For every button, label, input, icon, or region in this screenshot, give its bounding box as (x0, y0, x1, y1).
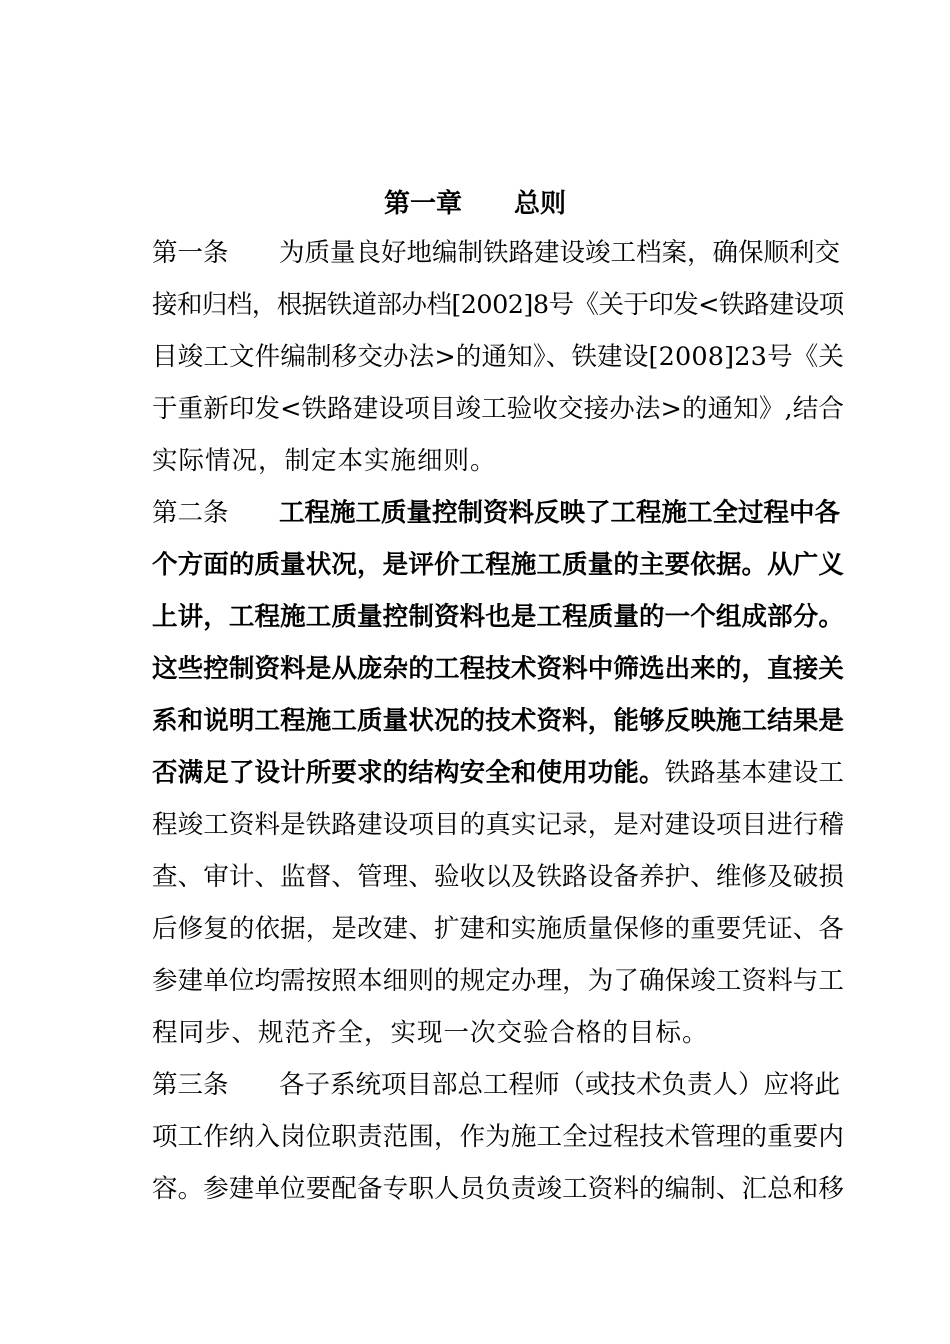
article-1-line-2: 接和归档，根据铁道部办档[2002]8号《关于印发<铁路建设项 (152, 290, 844, 320)
article-2-line-11: 程同步、规范齐全，实现一次交验合格的目标。 (152, 1018, 709, 1048)
article-2-bold-end: 否满足了设计所要求的结构安全和使用功能。 (152, 758, 665, 788)
chapter-title: 第一章 总则 (383, 189, 566, 219)
article-1-line-3: 目竣工文件编制移交办法>的通知》、铁建设[2008]23号《关 (152, 342, 845, 372)
article-2-line-6 (152, 747, 844, 799)
article-2-line-10: 参建单位均需按照本细则的规定办理，为了确保竣工资料与工 (152, 966, 845, 996)
article-2-label: 第二条 (152, 498, 229, 528)
article-1-line-4: 于重新印发<铁路建设项目竣工验收交接办法>的通知》,结合 (152, 394, 845, 424)
article-1-label: 第一条 (152, 238, 229, 268)
article-2-line-4: 这些控制资料是从庞杂的工程技术资料中筛选出来的，直接关 (152, 654, 845, 684)
article-1-line-5: 实际情况，制定本实施细则。 (152, 446, 497, 476)
article-2-line-2: 个方面的质量状况，是评价工程施工质量的主要依据。从广义 (152, 550, 845, 580)
article-2-line-7: 程竣工资料是铁路建设项目的真实记录，是对建设项目进行稽 (152, 810, 845, 840)
article-2-normal-start: 铁路基本建设工 (664, 758, 845, 788)
article-1-text: 为质量良好地编制铁路建设竣工档案，确保顺利交 (279, 238, 841, 268)
article-2-text: 工程施工质量控制资料反映了工程施工全过程中各 (279, 498, 841, 528)
article-2-line-1 (152, 487, 844, 539)
article-3-line-2: 项工作纳入岗位职责范围，作为施工全过程技术管理的重要内 (152, 1122, 845, 1152)
article-2-line-3: 上讲，工程施工质量控制资料也是工程质量的一个组成部分。 (152, 602, 845, 632)
article-2-line-5: 系和说明工程施工质量状况的技术资料，能够反映施工结果是 (152, 706, 845, 736)
article-3-line-3: 容。参建单位要配备专职人员负责竣工资料的编制、汇总和移 (152, 1174, 845, 1204)
article-2-line-9: 后修复的依据，是改建、扩建和实施质量保修的重要凭证、各 (152, 914, 845, 944)
article-3-text: 各子系统项目部总工程师（或技术负责人）应将此 (279, 1070, 841, 1100)
article-2-line-8: 查、审计、监督、管理、验收以及铁路设备养护、维修及破损 (152, 862, 845, 892)
article-3-line-1 (152, 1059, 844, 1111)
article-1-line-1 (152, 227, 844, 279)
article-3-label: 第三条 (152, 1070, 229, 1100)
